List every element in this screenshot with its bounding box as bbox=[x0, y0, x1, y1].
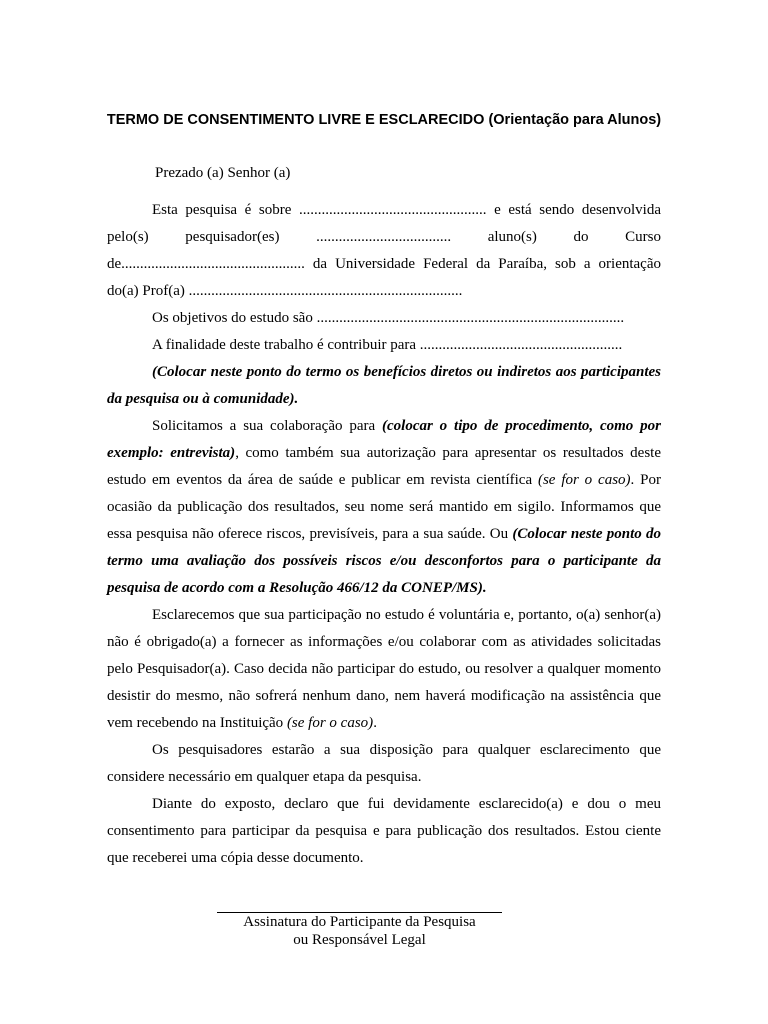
paragraph-research-line-1: Esta pesquisa é sobre .................................................. e está sendo desenvolvida bbox=[152, 202, 661, 218]
signature-label-line-2: ou Responsável Legal bbox=[293, 932, 426, 948]
paragraph-collaboration bbox=[107, 413, 661, 602]
paragraph-research-line-3: de................................................. da Universidade Federal da Paraíba, sob a orientação bbox=[107, 256, 661, 272]
if-applicable-note-2: (se for o caso) bbox=[286, 715, 374, 731]
paragraph-objectives: Os objetivos do estudo são .................................................................................. bbox=[152, 310, 625, 326]
document-title: TERMO DE CONSENTIMENTO LIVRE E ESCLARECIDO (Orientação para Alunos) bbox=[106, 112, 662, 128]
paragraph-research-line-2: pelo(s) pesquisador(es) .................................... aluno(s) do Curso bbox=[107, 229, 661, 245]
risks-placeholder: (Colocar neste ponto do termo uma avaliação dos possíveis riscos e/ou desconfortos para o participante da pesquisa de acordo com a Resolução 466/12 da CONEP/MS). bbox=[107, 526, 662, 596]
collaboration-text-1: Solicitamos a sua colaboração para bbox=[152, 418, 383, 434]
signature-label-line-1: Assinatura do Participante da Pesquisa bbox=[243, 914, 476, 930]
paragraph-purpose: A finalidade deste trabalho é contribuir para ...................................................... bbox=[152, 337, 623, 353]
voluntary-text-1: Esclarecemos que sua participação no estudo é voluntária e, portanto, o(a) senhor(a) não é obrigado(a) a fornecer as informações e/ou colaborar com as atividades solicitadas pelo Pesquisador(a). Caso decida não participar do estudo, ou resolver a qualquer momento desistir do mesmo, não sofrerá nenhum dano, nem haverá modificação na assistência que vem recebendo na Instituição bbox=[107, 607, 661, 731]
voluntary-text-2: . bbox=[373, 715, 377, 731]
paragraph-consent: Diante do exposto, declaro que fui devidamente esclarecido(a) e dou o meu consentimento para participar da pesquisa e para publicação dos resultados. Estou ciente que receberei uma cópia desse documento. bbox=[107, 796, 661, 866]
if-applicable-note: (se for o caso) bbox=[537, 472, 631, 488]
document-body bbox=[107, 197, 661, 872]
collaboration-text-3: . Por ocasião da publicação dos resultados, seu nome será mantido em sigilo. Informamos que essa pesquisa não oferece riscos, previsíveis, para a sua saúde. Ou bbox=[107, 472, 661, 542]
paragraph-availability: Os pesquisadores estarão a sua disposição para qualquer esclarecimento que considere necessário em qualquer etapa da pesquisa. bbox=[107, 742, 661, 785]
paragraph-research-line-4: do(a) Prof(a) ......................................................................... bbox=[107, 283, 463, 299]
paragraph-voluntary bbox=[107, 602, 661, 737]
procedure-placeholder: (colocar o tipo de procedimento, como por exemplo: entrevista) bbox=[107, 418, 661, 461]
paragraph-benefits: (Colocar neste ponto do termo os benefícios diretos ou indiretos aos participantes da pesquisa ou à comunidade). bbox=[107, 364, 661, 407]
collaboration-text-2: , como também sua autorização para apresentar os resultados deste estudo em eventos da área de saúde e publicar em revista científica bbox=[107, 445, 662, 488]
greeting: Prezado (a) Senhor (a) bbox=[155, 165, 291, 181]
